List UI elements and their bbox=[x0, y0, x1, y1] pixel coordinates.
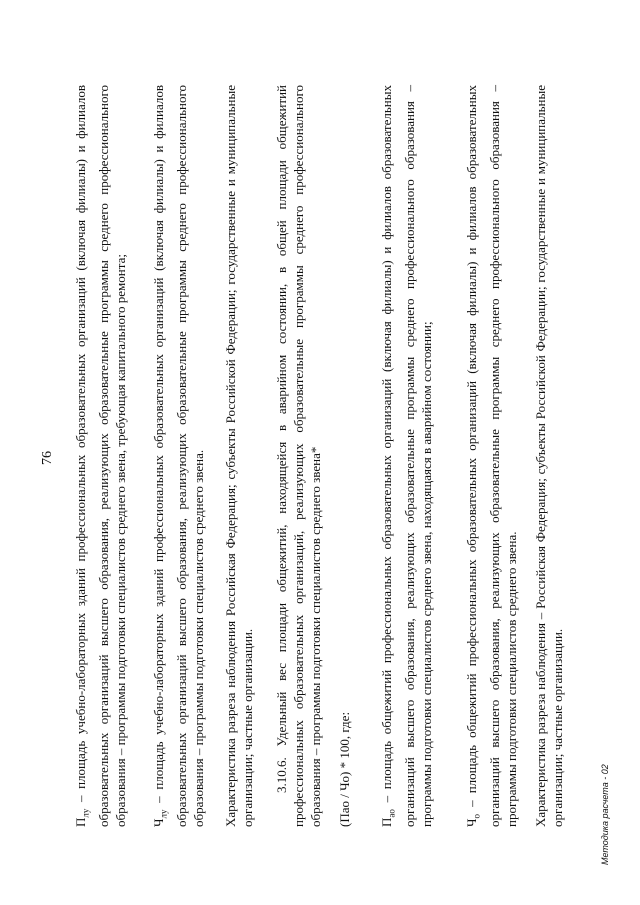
page-number: 76 bbox=[40, 451, 55, 465]
symbol-subscript: лу bbox=[158, 809, 169, 819]
definition-plu bbox=[72, 85, 129, 827]
section-3-10-6-heading: 3.10.6. Удельный вес площади общежитий, находящейся в аварийном состоянии, в общей площади общежитий профессиональных образовательных организаций, реализующих образовательные программы среднего профессионального образования – программы подготовки специалистов среднего звена* bbox=[274, 85, 323, 827]
footer-note: Методика расчета - 02 bbox=[600, 764, 610, 865]
symbol-subscript: о bbox=[471, 814, 482, 819]
definition-pao bbox=[378, 85, 435, 827]
symbol: Ч bbox=[464, 818, 479, 827]
observation-section-2: Характеристика разреза наблюдения – Российская Федерация; субъекты Российской Федерации; государственные и муниципальные организации; частные организации. bbox=[533, 85, 565, 827]
symbol: П bbox=[379, 817, 394, 827]
definition-text: – площадь общежитий профессиональных образовательных организаций (включая филиалы) и филиалов образовательных организаций высшего образования, реализующих образовательные программы среднего профессионального образования – программы подготовки специалистов среднего звена. bbox=[464, 85, 519, 827]
symbol-subscript: ао bbox=[386, 809, 397, 818]
symbol: П bbox=[73, 817, 88, 827]
definition-text: – площадь учебно-лабораторных зданий профессиональных образовательных организаций (включая филиалы) и филиалов образовательных организаций высшего образования, реализующих образовательные программы среднего профессионального образования – программы подготовки специалистов среднего звена. bbox=[151, 85, 206, 827]
symbol-subscript: лу bbox=[80, 808, 91, 818]
symbol: Ч bbox=[151, 818, 166, 827]
definition-cho bbox=[463, 85, 520, 827]
observation-section-1: Характеристика разреза наблюдения Российская Федерация; субъекты Российской Федерации; государственные и муниципальные организации; частные организации. bbox=[223, 85, 255, 827]
definition-chlu bbox=[150, 85, 207, 827]
definition-text: – площадь общежитий профессиональных образовательных организаций (включая филиалы) и филиалов образовательных организаций высшего образования, реализующих образовательные программы среднего профессионального образования – программы подготовки специалистов среднего звена, находящаяся в аварийном состоянии; bbox=[379, 85, 434, 827]
definition-text: – площадь учебно-лабораторных зданий профессиональных образовательных организаций (включая филиалы) и филиалов образовательных организаций высшего образования, реализующих образовательные программы среднего профессионального образования – программы подготовки специалистов среднего звена, требующая капитального ремонта; bbox=[73, 85, 128, 827]
formula: (Пао / Чо) * 100, где: bbox=[337, 711, 352, 827]
